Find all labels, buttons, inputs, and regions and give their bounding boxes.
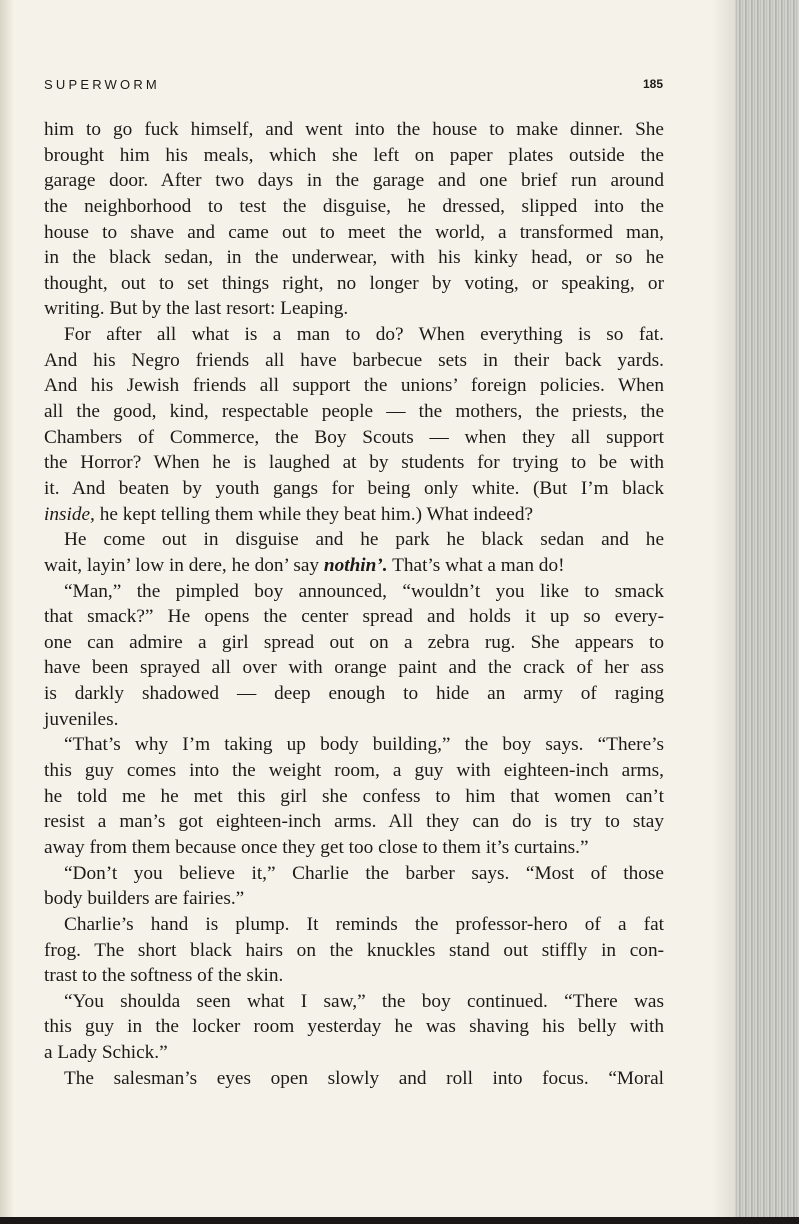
text-line — [44, 117, 664, 143]
text-run: The salesman’s eyes open slowly and roll into focus. “Moral — [64, 1067, 664, 1089]
text-run: in the black sedan, in the underwear, with his kinky head, or so he — [44, 247, 664, 269]
text-line — [44, 450, 664, 476]
text-run: Chambers of Commerce, the Boy Scouts — when they all support — [44, 426, 664, 448]
text-run: And his Negro friends all have barbecue sets in their back yards. — [44, 349, 664, 371]
text-run: this guy in the locker room yesterday he was shaving his belly with — [44, 1016, 664, 1038]
text-line — [44, 579, 664, 605]
text-line — [44, 348, 664, 374]
text-run: he kept telling them while they beat him.) What indeed? — [94, 503, 534, 525]
text-run: all the good, kind, respectable people — the mothers, the priests, the — [44, 401, 664, 423]
text-run: For after all what is a man to do? When everything is so fat. — [64, 324, 664, 346]
text-run: one can admire a girl spread out on a zebra rug. She appears to — [44, 631, 664, 653]
text-line — [44, 809, 664, 835]
body-text — [44, 117, 664, 1091]
text-line — [44, 963, 664, 989]
text-line — [44, 707, 664, 733]
text-run: And his Jewish friends all support the unions’ foreign policies. When — [44, 375, 664, 397]
text-run: is darkly shadowed — deep enough to hide an army of raging — [44, 683, 664, 705]
text-line — [44, 886, 664, 912]
text-line — [44, 143, 664, 169]
text-run: frog. The short black hairs on the knuckles stand out stiffly in con- — [44, 939, 664, 961]
text-run: this guy comes into the weight room, a guy with eighteen-inch arms, — [44, 760, 664, 782]
text-run: him to go fuck himself, and went into the house to make dinner. She — [44, 119, 664, 140]
text-run: that smack?” He opens the center spread and holds it up so every- — [44, 606, 664, 628]
text-run: “Man,” the pimpled boy announced, “wouldn’t you like to smack — [64, 580, 664, 602]
text-run: it. And beaten by youth gangs for being only white. (But I’m black — [44, 477, 664, 499]
text-line — [44, 271, 664, 297]
text-line — [44, 553, 664, 579]
text-run: body builders are fairies.” — [44, 888, 245, 910]
text-line — [44, 322, 664, 348]
running-title: SUPERWORM — [44, 77, 160, 92]
text-line — [44, 758, 664, 784]
text-line — [44, 989, 664, 1015]
running-header — [44, 77, 663, 92]
text-run: “That’s why I’m taking up body building,” the boy says. “There’s — [64, 734, 664, 756]
text-line — [44, 1040, 664, 1066]
text-line — [44, 604, 664, 630]
text-run: writing. But by the last resort: Leaping. — [44, 298, 349, 320]
book-page-edges — [735, 0, 799, 1224]
text-line — [44, 655, 664, 681]
text-line — [44, 502, 664, 528]
text-run: house to shave and came out to meet the world, a transformed man, — [44, 221, 664, 243]
text-line — [44, 245, 664, 271]
text-line — [44, 194, 664, 220]
text-run: That’s what a man do! — [387, 554, 565, 576]
text-line — [44, 912, 664, 938]
emphasized-text: nothin’. — [323, 554, 388, 576]
text-line — [44, 399, 664, 425]
text-run: juveniles. — [44, 708, 119, 730]
text-run: wait, layin’ low in dere, he don’ say — [44, 554, 324, 576]
text-run: the Horror? When he is laughed at by students for trying to be with — [44, 452, 664, 474]
text-line — [44, 527, 664, 553]
text-line — [44, 630, 664, 656]
page-gutter-shadow — [0, 0, 14, 1224]
text-line — [44, 681, 664, 707]
text-line — [44, 476, 664, 502]
text-run: trast to the softness of the skin. — [44, 965, 284, 987]
text-line — [44, 1066, 664, 1092]
text-run: “Don’t you believe it,” Charlie the barber says. “Most of those — [64, 862, 664, 884]
text-run: garage door. After two days in the garage and one brief run around — [44, 170, 664, 192]
text-run: “You shoulda seen what I saw,” the boy continued. “There was — [64, 990, 664, 1012]
text-run: brought him his meals, which she left on paper plates outside the — [44, 144, 664, 166]
text-line — [44, 861, 664, 887]
text-line — [44, 296, 664, 322]
text-line — [44, 732, 664, 758]
text-run: a Lady Schick.” — [44, 1042, 168, 1064]
text-run: Charlie’s hand is plump. It reminds the professor-hero of a fat — [64, 913, 664, 935]
text-line — [44, 168, 664, 194]
text-run: resist a man’s got eighteen-inch arms. All they can do is try to stay — [44, 811, 664, 833]
text-line — [44, 784, 664, 810]
text-line — [44, 373, 664, 399]
scan-bottom-border — [0, 1217, 799, 1224]
text-run: away from them because once they get too close to them it’s curtains.” — [44, 836, 589, 858]
text-line — [44, 220, 664, 246]
text-run: he told me he met this girl she confess to him that women can’t — [44, 785, 664, 807]
text-run: thought, out to set things right, no longer by voting, or speaking, or — [44, 272, 664, 294]
emphasized-text: inside, — [44, 503, 95, 525]
page-number: 185 — [642, 77, 663, 91]
text-run: the neighborhood to test the disguise, he dressed, slipped into the — [44, 195, 664, 217]
text-run: He come out in disguise and he park he black sedan and he — [64, 529, 664, 551]
text-run: have been sprayed all over with orange paint and the crack of her ass — [44, 657, 664, 679]
text-line — [44, 1014, 664, 1040]
text-line — [44, 938, 664, 964]
text-line — [44, 425, 664, 451]
text-line — [44, 835, 664, 861]
